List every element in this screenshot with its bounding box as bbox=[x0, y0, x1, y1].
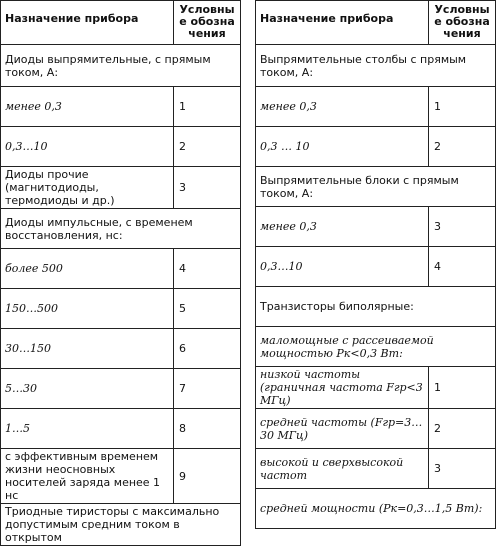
table-row bbox=[1, 449, 241, 504]
device-name: менее 0,3 bbox=[1, 87, 174, 127]
right-table bbox=[255, 0, 496, 529]
device-name: менее 0,3 bbox=[256, 87, 429, 127]
table-row bbox=[256, 327, 496, 367]
table-row bbox=[256, 167, 496, 207]
device-code: 1 bbox=[174, 87, 241, 127]
device-code: 3 bbox=[429, 449, 496, 489]
table-row bbox=[1, 167, 241, 209]
table-row bbox=[1, 289, 241, 329]
device-code: 4 bbox=[174, 249, 241, 289]
table-row bbox=[1, 329, 241, 369]
device-name: с эффективным временем жизни неосновных носителей заряда менее 1 нс bbox=[1, 449, 174, 504]
device-name: более 500 bbox=[1, 249, 174, 289]
table-row bbox=[256, 367, 496, 409]
table-row bbox=[256, 409, 496, 449]
table-row bbox=[1, 369, 241, 409]
header-code-right: Условные обозначения bbox=[429, 1, 496, 45]
table-row bbox=[1, 127, 241, 167]
device-code: 3 bbox=[429, 207, 496, 247]
table-row bbox=[256, 287, 496, 327]
device-code: 2 bbox=[429, 127, 496, 167]
device-name: Диоды прочие (магнитодиоды, термодиоды и др.) bbox=[1, 167, 174, 209]
table-row bbox=[1, 209, 241, 249]
device-name: низкой частоты (граничная частота Fгр<3 МГц) bbox=[256, 367, 429, 409]
section-heading: Выпрямительные столбы с прямым током, А: bbox=[256, 45, 496, 87]
table-row bbox=[1, 409, 241, 449]
table-row bbox=[1, 87, 241, 127]
device-name: 5…30 bbox=[1, 369, 174, 409]
table-row bbox=[256, 127, 496, 167]
table-row bbox=[1, 249, 241, 289]
header-name-right: Назначение прибора bbox=[256, 1, 429, 45]
section-heading: Выпрямительные блоки с прямым током, А: bbox=[256, 167, 496, 207]
device-code: 5 bbox=[174, 289, 241, 329]
device-name: 30…150 bbox=[1, 329, 174, 369]
left-table bbox=[0, 0, 241, 546]
table-row bbox=[256, 247, 496, 287]
device-code: 8 bbox=[174, 409, 241, 449]
device-code: 2 bbox=[174, 127, 241, 167]
table-row bbox=[256, 207, 496, 247]
table-row bbox=[1, 45, 241, 87]
device-code: 1 bbox=[429, 367, 496, 409]
device-code: 2 bbox=[429, 409, 496, 449]
device-code: 9 bbox=[174, 449, 241, 504]
device-code: 3 bbox=[174, 167, 241, 209]
right-body bbox=[256, 45, 496, 529]
device-code: 4 bbox=[429, 247, 496, 287]
section-heading: Диоды выпрямительные, с прямым током, А: bbox=[1, 45, 241, 87]
table-row bbox=[256, 449, 496, 489]
device-name: 0,3 … 10 bbox=[256, 127, 429, 167]
section-heading: маломощные с рассеиваемой мощностью Pк<0,3 Вт: bbox=[256, 327, 496, 367]
header-name: Назначение прибора bbox=[1, 1, 174, 45]
device-name: 0,3…10 bbox=[256, 247, 429, 287]
section-heading: Транзисторы биполярные: bbox=[256, 287, 496, 327]
table-row bbox=[256, 45, 496, 87]
table-row bbox=[256, 87, 496, 127]
device-name: 150…500 bbox=[1, 289, 174, 329]
device-code: 7 bbox=[174, 369, 241, 409]
column-gap bbox=[241, 0, 255, 517]
section-heading: средней мощности (Pк=0,3…1,5 Вт): bbox=[256, 489, 496, 529]
device-code: 6 bbox=[174, 329, 241, 369]
device-name: 0,3…10 bbox=[1, 127, 174, 167]
device-code: 1 bbox=[429, 87, 496, 127]
device-name: средней частоты (Fгр=3…30 МГц) bbox=[256, 409, 429, 449]
device-name: 1…5 bbox=[1, 409, 174, 449]
section-heading: Триодные тиристоры с максимально допустимым средним током в открытом bbox=[1, 504, 241, 546]
left-body bbox=[1, 45, 241, 546]
table-row bbox=[1, 504, 241, 546]
header-code: Условные обозначения bbox=[174, 1, 241, 45]
device-name: менее 0,3 bbox=[256, 207, 429, 247]
table-row bbox=[256, 489, 496, 529]
section-heading: Диоды импульсные, с временем восстановления, нс: bbox=[1, 209, 241, 249]
device-name: высокой и сверхвысокой частот bbox=[256, 449, 429, 489]
